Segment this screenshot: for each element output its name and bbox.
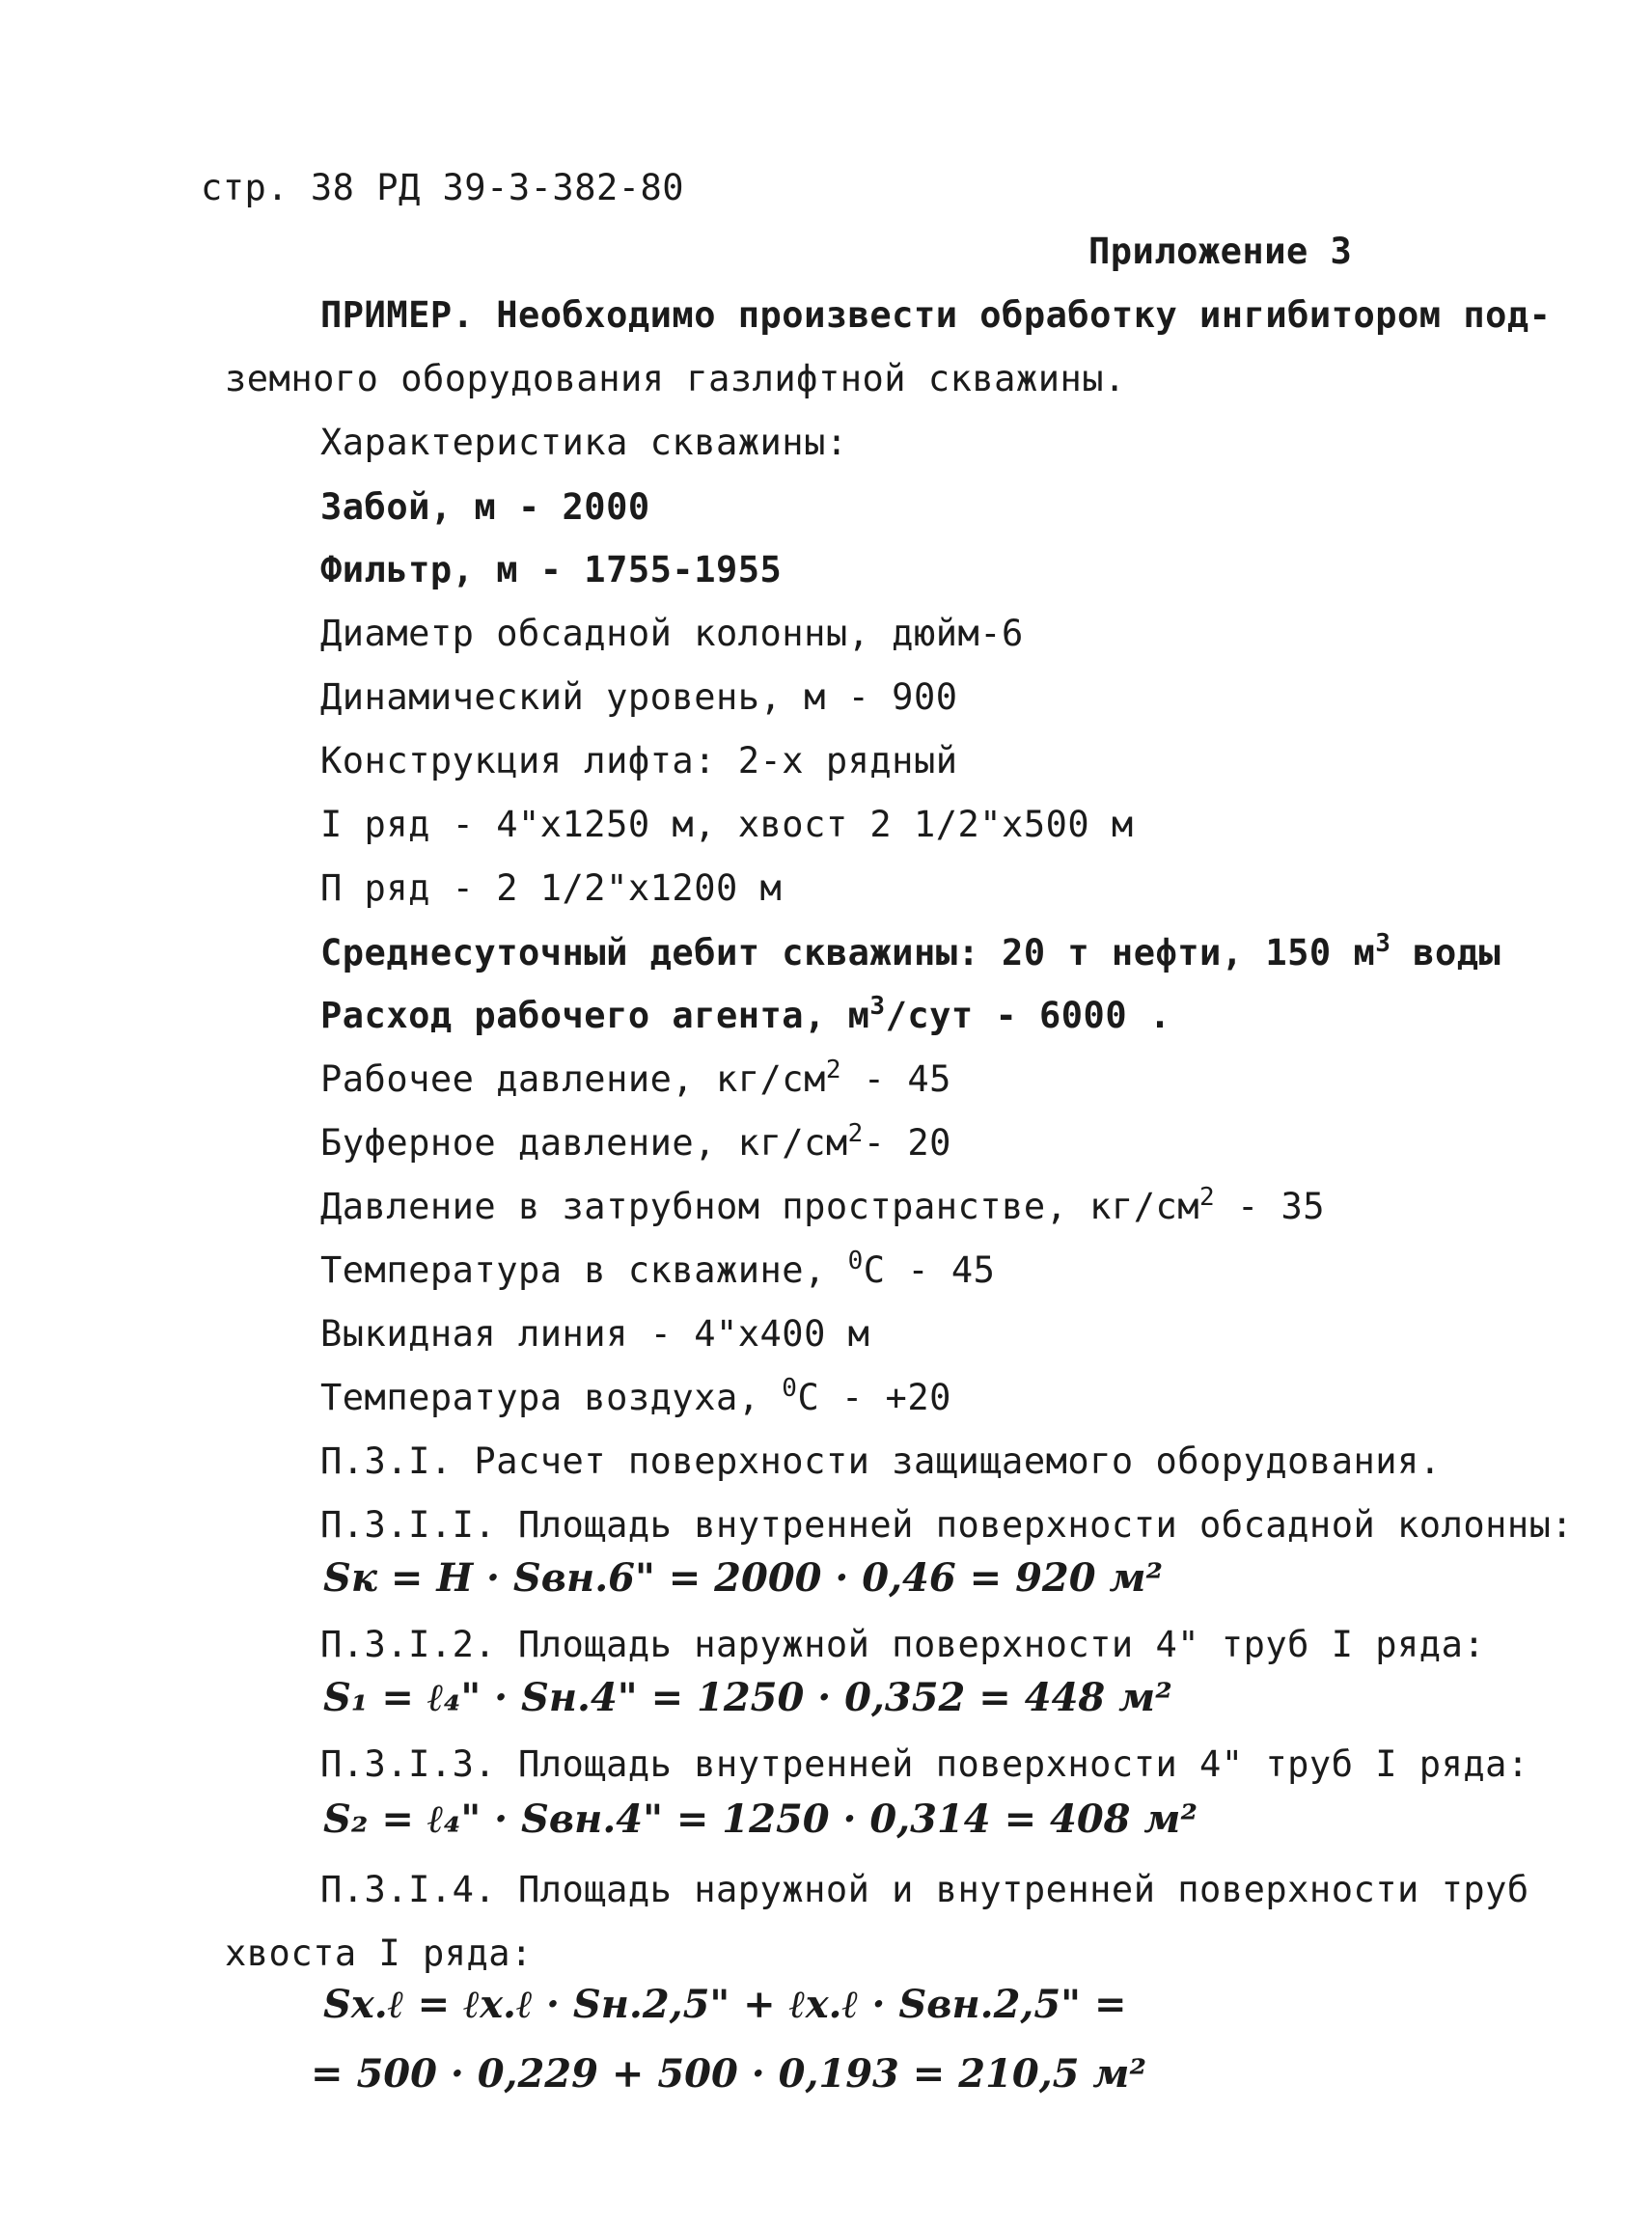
formula-tail-result: = 500 · 0,229 + 500 · 0,193 = 210,5 м² — [311, 2051, 1146, 2097]
char-buffer-pressure: Буферное давление, $кг/см^2-$ 20 — [320, 1119, 951, 1164]
section-3-1-4-cont: хвоста I ряда: — [225, 1933, 533, 1974]
char-diameter: Диаметр обсадной колонны, дюйм-6 — [320, 613, 1024, 654]
char-filter: Фильтр, м - 1755-1955 — [320, 549, 783, 590]
char-flow-line: Выкидная линия - 4"x400 м — [320, 1313, 870, 1355]
char-dynamic-level: Динамический уровень, м - 900 — [320, 676, 958, 718]
appendix-label: Приложение 3 — [1088, 231, 1353, 272]
section-3-1-1: П.3.I.I. Площадь внутренней поверхности обсадной колонны: — [320, 1504, 1574, 1546]
characteristics-title: Характеристика скважины: — [320, 422, 848, 463]
formula-inner-tube-area: S₂ = ℓ₄" · Sвн.4" = 1250 · 0,314 = 408 м² — [323, 1796, 1198, 1842]
intro-line-2: земного оборудования газлифтной скважины. — [225, 358, 1126, 399]
char-row-2: П ряд - 2 1/2"x1200 м — [320, 867, 783, 909]
char-zaboi: Забой, м - 2000 — [320, 486, 650, 528]
char-agent-flow: Расход рабочего агента, $м^3$/сут - 6000 . — [320, 992, 1171, 1036]
char-row-1: I ряд - 4"x1250 м, хвост 2 1/2"x500 м — [320, 804, 1134, 845]
section-3-1-3: П.3.I.3. Площадь внутренней поверхности 4" труб I ряда: — [320, 1743, 1529, 1785]
formula-tail-area: Sх.ℓ = ℓх.ℓ · Sн.2,5" + ℓх.ℓ · Sвн.2,5" = — [323, 1982, 1127, 2027]
formula-outer-tube-area: S₁ = ℓ₄" · Sн.4" = 1250 · 0,352 = 448 м² — [323, 1675, 1172, 1720]
char-lift-construction: Конструкция лифта: 2-х рядный — [320, 740, 958, 781]
section-3-1-2: П.3.I.2. Площадь наружной поверхности 4" труб I ряда: — [320, 1624, 1486, 1665]
section-3-1: П.3.I. Расчет поверхности защищаемого оборудования. — [320, 1440, 1442, 1482]
page-reference: стр. 38 РД 39-3-382-80 — [201, 167, 685, 208]
char-working-pressure: Рабочее давление, $кг/см^2 - 45$ — [320, 1056, 951, 1100]
char-debit: Среднесуточный дебит скважины: 20 т нефти, 150 $м^3$ воды — [320, 929, 1501, 973]
char-air-temperature: Температура воздуха, $^0$С - +20 — [320, 1374, 951, 1418]
char-annulus-pressure: Давление в затрубном пространстве, $кг/см^2 - 35$ — [320, 1183, 1326, 1227]
char-well-temperature: Температура в скважине, $^0$С - 45 — [320, 1247, 996, 1291]
intro-line-1: ПРИМЕР. Необходимо произвести обработку ингибитором под- — [320, 294, 1552, 336]
section-3-1-4: П.3.I.4. Площадь наружной и внутренней поверхности труб — [320, 1869, 1529, 1910]
formula-casing-area: Sк = H · Sвн.6" = 2000 · 0,46 = 920 м² — [323, 1555, 1164, 1601]
